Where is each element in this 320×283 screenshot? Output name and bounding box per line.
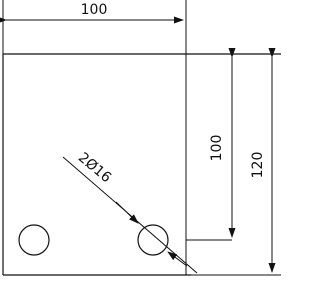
hole-callout-arrow-upper: [116, 202, 138, 223]
hole-right: [138, 225, 168, 255]
overall-height-dimension-label: 120: [250, 151, 266, 179]
top-dimension-label: 100: [80, 2, 108, 18]
hole-vertical-dimension-label: 100: [209, 134, 225, 162]
hole-callout-label: 2Ø16: [74, 149, 115, 187]
hole-left: [19, 225, 49, 255]
hole-callout-arrow-lower: [168, 252, 187, 266]
